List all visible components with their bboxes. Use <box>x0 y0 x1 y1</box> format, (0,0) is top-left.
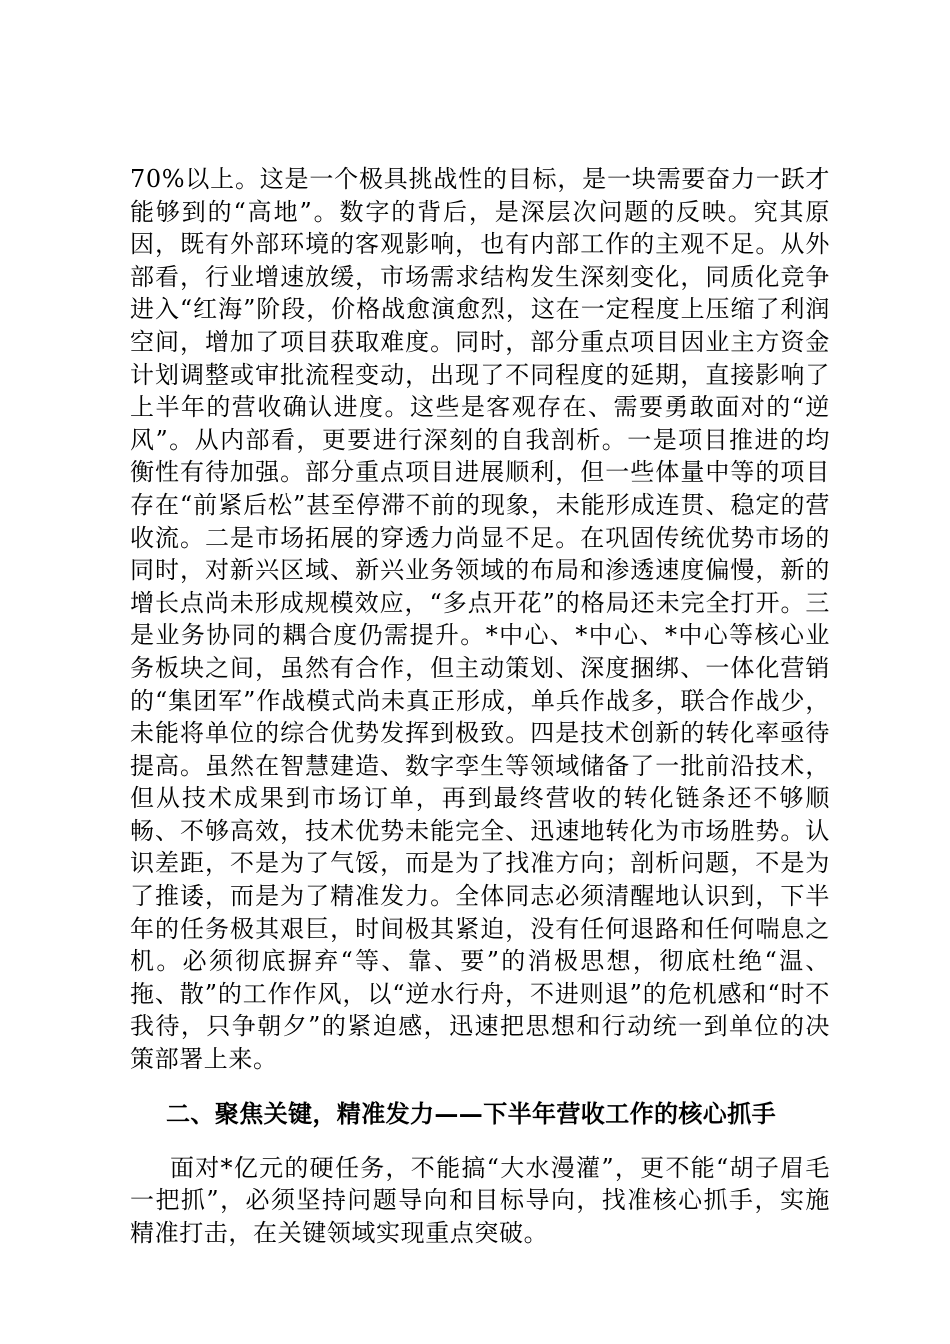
document-body <box>130 163 830 1249</box>
body-paragraph: 70%以上。这是一个极具挑战性的目标，是一块需要奋力一跃才能够到的“高地”。数字的背后，是深层次问题的反映。究其原因，既有外部环境的客观影响，也有内部工作的主观不足。从外部看，行业增速放缓，市场需求结构发生深刻变化，同质化竞争进入“红海”阶段，价格战愈演愈烈，这在一定程度上压缩了利润空间，增加了项目获取难度。同时，部分重点项目因业主方资金计划调整或审批流程变动，出现了不同程度的延期，直接影响了上半年的营收确认进度。这些是客观存在、需要勇敢面对的“逆风”。从内部看，更要进行深刻的自我剖析。一是项目推进的均衡性有待加强。部分重点项目进展顺利，但一些体量中等的项目存在“前紧后松”甚至停滞不前的现象，未能形成连贯、稳定的营收流。二是市场拓展的穿透力尚显不足。在巩固传统优势市场的同时，对新兴区域、新兴业务领域的布局和渗透速度偏慢，新的增长点尚未形成规模效应，“多点开花”的格局还未完全打开。三是业务协同的耦合度仍需提升。*中心、*中心、*中心等核心业务板块之间，虽然有合作，但主动策划、深度捆绑、一体化营销的“集团军”作战模式尚未真正形成，单兵作战多，联合作战少，未能将单位的综合优势发挥到极致。四是技术创新的转化率亟待提高。虽然在智慧建造、数字孪生等领域储备了一批前沿技术，但从技术成果到市场订单，再到最终营收的转化链条还不够顺畅、不够高效，技术优势未能完全、迅速地转化为市场胜势。认识差距，不是为了气馁，而是为了找准方向；剖析问题，不是为了推诿，而是为了精准发力。全体同志必须清醒地认识到，下半年的任务极其艰巨，时间极其紧迫，没有任何退路和任何喘息之机。必须彻底摒弃“等、靠、要”的消极思想，彻底杜绝“温、拖、散”的工作作风，以“逆水行舟，不进则退”的危机感和“时不我待，只争朝夕”的紧迫感，迅速把思想和行动统一到单位的决策部署上来。 <box>130 165 830 1074</box>
section-heading: 二、聚焦关键，精准发力——下半年营收工作的核心抓手 <box>166 1098 776 1128</box>
closing-paragraph: 面对*亿元的硬任务，不能搞“大水漫灌”，更不能“胡子眉毛一把抓”，必须坚持问题导向和目标导向，找准核心抓手，实施精准打击，在关键领域实现重点突破。 <box>130 1153 830 1247</box>
